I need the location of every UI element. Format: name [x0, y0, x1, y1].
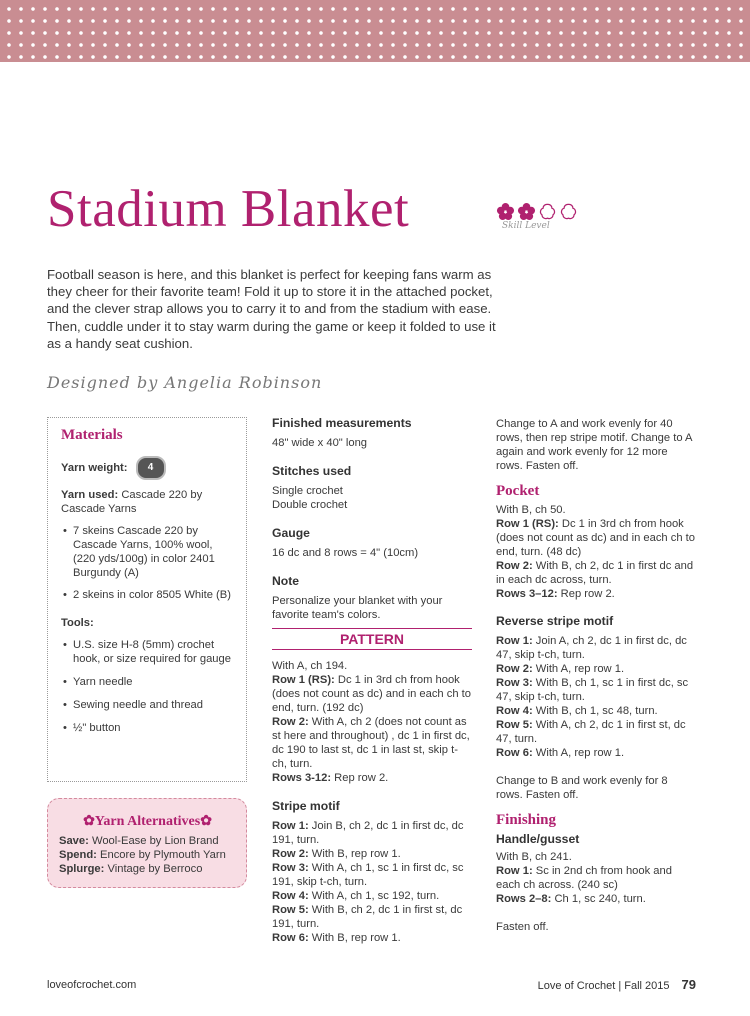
row-label: Row 4:: [272, 890, 309, 902]
row-text: With A, ch 2 (does not count as st here and throughout) , dc 1 in first dc, dc 190 to last st, dc 1 in last st, skip t-ch, turn.: [272, 716, 470, 770]
stripe-row: [272, 861, 472, 889]
row-text: With B, ch 2, dc 1 in first dc and in each dc across, turn.: [496, 560, 694, 586]
reverse-row: [496, 662, 696, 676]
stripe-row: [272, 903, 472, 931]
stitches-heading: Stitches used: [272, 464, 352, 478]
stripe-row: [272, 931, 472, 945]
pocket-heading: Pocket: [496, 483, 540, 499]
tools-list: [61, 638, 234, 735]
reverse-row: [496, 704, 696, 718]
stripe-row: [272, 847, 472, 861]
row-label: Row 6:: [496, 747, 533, 759]
page-title: Stadium Blanket: [47, 180, 410, 238]
finished-measurements-text: 48" wide x 40" long: [272, 437, 368, 449]
row-label: Row 2:: [272, 716, 309, 728]
row-label: Rows 3–12:: [496, 588, 558, 600]
materials-box: [47, 417, 247, 782]
skill-level: [496, 202, 596, 231]
polka-dot-header-band: [0, 0, 750, 62]
pocket-row: [496, 559, 696, 587]
row-label: Row 5:: [272, 904, 309, 916]
row-text: With A, rep row 1.: [535, 747, 625, 759]
alt-value: Encore by Plymouth Yarn: [100, 849, 226, 861]
handle-row: [496, 892, 696, 906]
footer-site: loveofcrochet.com: [47, 979, 137, 991]
alt-row: [59, 848, 236, 862]
col3-intro: Change to A and work evenly for 40 rows, then rep stripe motif. Change to A again and work evenly for 12 more rows. Fasten off.: [496, 418, 692, 472]
stripe-row: [272, 889, 472, 903]
list-item: • 2 skeins in color 8505 White (B): [61, 588, 234, 602]
yarn-list: [61, 524, 234, 602]
handle-intro: With B, ch 241.: [496, 851, 572, 863]
intro-paragraph: Football season is here, and this blanket is perfect for keeping fans warm as they cheer for their favorite team! Fold it up to store it in the attached pocket, and the clever strap allows you to carry it to and from the stadium with ease. Then, cuddle under it to stay warm during the game or keep it folded to use it as a handy seat cushion.: [47, 267, 496, 351]
alt-row: [59, 862, 236, 876]
row-label: Row 1:: [496, 865, 533, 877]
row-text: Sc in 2nd ch from hook and each ch across. (240 sc): [496, 865, 672, 891]
row-label: Row 3:: [272, 862, 309, 874]
yarn-used-label: Yarn used:: [61, 489, 119, 501]
footer-magazine: Love of Crochet: [537, 980, 616, 992]
alt-value: Wool-Ease by Lion Brand: [91, 835, 219, 847]
skill-level-icons: [496, 202, 596, 221]
handle-row: [496, 864, 696, 892]
row-text: With A, ch 1, sc 192, turn.: [311, 890, 440, 902]
row-label: Row 2:: [272, 848, 309, 860]
note-text: Personalize your blanket with your favorite team's colors.: [272, 595, 443, 621]
row-label: Rows 3-12:: [272, 772, 332, 784]
row-label: Row 1:: [496, 635, 533, 647]
row-text: Join B, ch 2, dc 1 in first dc, dc 191, turn.: [272, 820, 464, 846]
yarn-alternatives-heading: [59, 813, 236, 830]
yarn-alternatives-title: Yarn Alternatives: [94, 814, 201, 829]
column-3: [496, 417, 696, 934]
pocket-intro: With B, ch 50.: [496, 504, 566, 516]
row-text: Rep row 2.: [560, 588, 615, 600]
pocket-row: [496, 587, 696, 601]
row-text: Join A, ch 2, dc 1 in first dc, dc 47, skip t-ch, turn.: [496, 635, 687, 661]
list-item: • U.S. size H-8 (5mm) crochet hook, or size required for gauge: [61, 638, 234, 666]
pattern-row: [272, 715, 472, 771]
column-2: [272, 416, 472, 945]
reverse-stripe-heading: Reverse stripe motif: [496, 614, 614, 628]
stitch-item: Double crochet: [272, 499, 348, 511]
row-label: Row 4:: [496, 705, 533, 717]
alt-value: Vintage by Berroco: [107, 863, 203, 875]
row-text: With B, ch 1, sc 1 in first dc, sc 47, skip t-ch, turn.: [496, 677, 689, 703]
row-text: With A, ch 1, sc 1 in first dc, sc 191, skip t-ch, turn.: [272, 862, 464, 888]
skill-flower-empty-icon: [538, 202, 557, 221]
row-text: Rep row 2.: [334, 772, 389, 784]
row-text: With A, ch 2, dc 1 in first st, dc 47, turn.: [496, 719, 686, 745]
pattern-row: [272, 771, 472, 785]
pattern-heading: PATTERN: [272, 628, 472, 650]
finishing-heading: Finishing: [496, 812, 557, 828]
row-text: With B, rep row 1.: [311, 848, 401, 860]
row-label: Row 1:: [272, 820, 309, 832]
reverse-row: [496, 718, 696, 746]
materials-heading: Materials: [61, 427, 123, 443]
yarn-weight: [61, 456, 234, 480]
page-number: 79: [681, 977, 696, 992]
flower-bullet-icon: ✿: [200, 814, 212, 829]
footer-folio: Love of Crochet | Fall 2015 79: [537, 977, 696, 992]
row-text: Ch 1, sc 240, turn.: [554, 893, 646, 905]
row-label: Row 3:: [496, 677, 533, 689]
yarn-used-value: Cascade 220 by Cascade Yarns: [61, 489, 203, 515]
list-item: • 7 skeins Cascade 220 by Cascade Yarns, 100% wool, (220 yds/100g) in color 2401 Burgundy (A): [61, 524, 234, 580]
yarn-alternatives-box: [47, 798, 247, 888]
tools-label: Tools:: [61, 617, 94, 629]
fasten-off: Fasten off.: [496, 921, 549, 933]
finished-measurements-heading: Finished measurements: [272, 416, 412, 430]
alt-row: [59, 834, 236, 848]
designer-credit: Designed by Angelia Robinson: [47, 373, 323, 392]
stripe-motif-heading: Stripe motif: [272, 799, 340, 813]
row-label: Row 5:: [496, 719, 533, 731]
stripe-row: [272, 819, 472, 847]
row-label: Row 2:: [496, 560, 533, 572]
row-text: With B, ch 2, dc 1 in first st, dc 191, turn.: [272, 904, 463, 930]
row-text: With B, ch 1, sc 48, turn.: [535, 705, 658, 717]
gauge-text: 16 dc and 8 rows = 4" (10cm): [272, 547, 419, 559]
row-text: With B, rep row 1.: [311, 932, 401, 944]
row-text: With A, rep row 1.: [535, 663, 625, 675]
footer-issue: Fall 2015: [624, 980, 670, 992]
row-text: Dc 1 in 3rd ch from hook (does not count as dc) and in each ch to end, turn. (192 dc): [272, 674, 472, 714]
skill-flower-filled-icon: [517, 202, 536, 221]
alt-label: Spend:: [59, 849, 97, 861]
skill-flower-empty-icon: [559, 202, 578, 221]
reverse-row: [496, 746, 696, 760]
row-label: Row 1 (RS):: [272, 674, 335, 686]
list-item: • Sewing needle and thread: [61, 698, 234, 712]
reverse-row: [496, 676, 696, 704]
row-label: Rows 2–8:: [496, 893, 552, 905]
pattern-intro: With A, ch 194.: [272, 660, 348, 672]
yarn-weight-label: Yarn weight:: [61, 462, 128, 474]
alt-label: Save:: [59, 835, 89, 847]
row-label: Row 6:: [272, 932, 309, 944]
row-text: Dc 1 in 3rd ch from hook (does not count as dc) and in each ch to end, turn. (48 dc): [496, 518, 696, 558]
reverse-row: [496, 634, 696, 662]
row-label: Row 1 (RS):: [496, 518, 559, 530]
skill-level-label: Skill Level: [502, 221, 550, 231]
flower-bullet-icon: ✿: [83, 814, 95, 829]
handle-heading: Handle/gusset: [496, 832, 580, 846]
stitch-item: Single crochet: [272, 485, 343, 497]
reverse-outro: Change to B and work evenly for 8 rows. Fasten off.: [496, 775, 668, 801]
yarn-used: [61, 488, 234, 516]
note-heading: Note: [272, 574, 300, 588]
yarn-weight-icon: 4: [136, 456, 166, 480]
skill-flower-filled-icon: [496, 202, 515, 221]
list-item: • ½" button: [61, 721, 234, 735]
pocket-row: [496, 517, 696, 559]
gauge-heading: Gauge: [272, 526, 310, 540]
pattern-row: [272, 673, 472, 715]
alt-label: Splurge:: [59, 863, 105, 875]
list-item: • Yarn needle: [61, 675, 234, 689]
row-label: Row 2:: [496, 663, 533, 675]
